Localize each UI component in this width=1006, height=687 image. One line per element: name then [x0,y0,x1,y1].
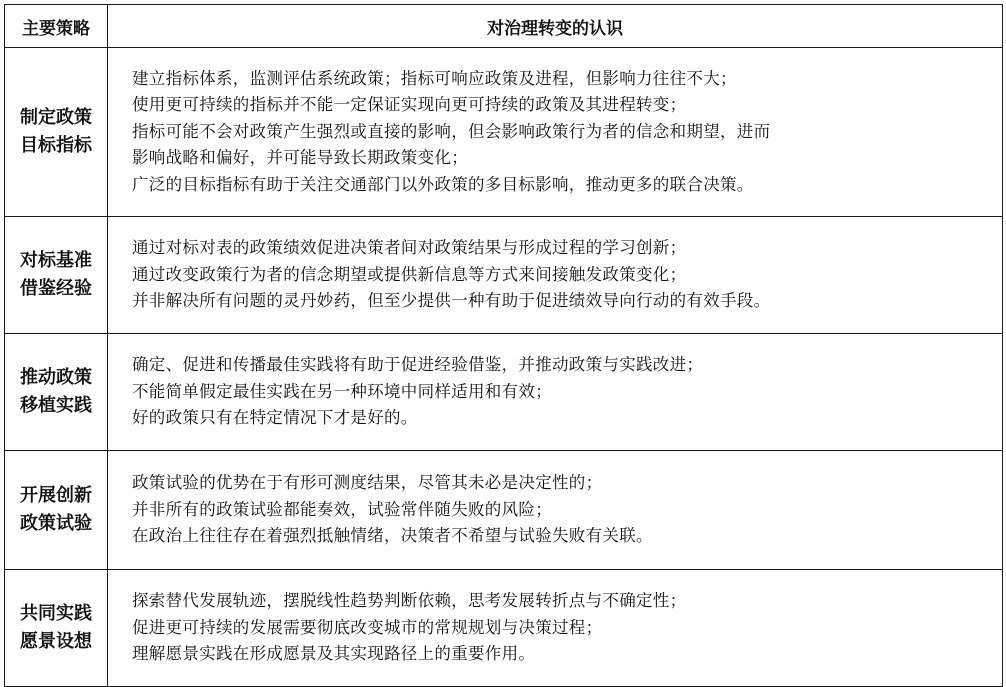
strategy-cell [5,570,108,687]
understanding-line: 指标可能不会对政策产生强烈或直接的影响，但会影响政策行为者的信念和期望，进而 [132,121,771,141]
strategy-label-line: 目标指标 [20,135,92,156]
strategy-cell [5,451,108,570]
understanding-line: 并非所有的政策试验都能奏效，试验常伴随失败的风险； [132,499,552,519]
understanding-line: 并非解决所有问题的灵丹妙药，但至少提供一种有助于促进绩效导向行动的有效手段。 [132,291,771,311]
understanding-cell [108,334,1003,451]
understanding-line: 理解愿景实践在形成愿景及其实现路径上的重要作用。 [132,644,536,664]
header-strategy: 主要策略 [5,5,108,48]
understanding-cell [108,451,1003,570]
understanding-cell [108,570,1003,687]
understanding-line: 通过对标对表的政策绩效促进决策者间对政策结果与形成过程的学习创新； [132,238,687,258]
understanding-line: 探索替代发展轨迹，摆脱线性趋势判断依赖，思考发展转折点与不确定性； [132,591,687,611]
strategy-cell [5,48,108,217]
understanding-line: 建立指标体系，监测评估系统政策；指标可响应政策及进程，但影响力往往不大； [132,68,737,88]
header-understanding: 对治理转变的认识 [108,5,1003,48]
strategy-label-line: 愿景设想 [20,631,92,652]
understanding-line: 在政治上往往存在着强烈抵触情绪，决策者不希望与试验失败有关联。 [132,526,653,546]
understanding-line: 通过改变政策行为者的信念期望或提供新信息等方式来间接触发政策变化； [132,264,687,284]
strategy-label-line: 开展创新 [20,485,92,506]
understanding-line: 促进更可持续的发展需要彻底改变城市的常规规划与决策过程； [132,617,603,637]
strategy-cell [5,217,108,334]
understanding-line: 确定、促进和传播最佳实践将有助于促进经验借鉴，并推动政策与实践改进； [132,355,704,375]
strategy-label-line: 制定政策 [20,107,92,128]
strategy-label-line: 对标基准 [20,250,92,271]
strategy-cell [5,334,108,451]
strategy-label-line: 政策试验 [20,513,92,534]
understanding-line: 影响战略和偏好，并可能导致长期政策变化； [132,148,468,168]
understanding-line: 广泛的目标指标有助于关注交通部门以外政策的多目标影响，推动更多的联合决策。 [132,174,754,194]
strategy-label-line: 借鉴经验 [20,278,92,299]
table-row [5,451,1003,570]
table-row [5,217,1003,334]
table-row [5,334,1003,451]
table-row [5,570,1003,687]
understanding-line: 使用更可持续的指标并不能一定保证实现向更可持续的政策及其进程转变； [132,95,687,115]
understanding-cell [108,48,1003,217]
strategy-label-line: 移植实践 [20,395,92,416]
understanding-line: 政策试验的优势在于有形可测度结果，尽管其未必是决定性的； [132,473,603,493]
understanding-cell [108,217,1003,334]
strategy-table [4,4,1003,687]
understanding-line: 不能简单假定最佳实践在另一种环境中同样适用和有效； [132,381,552,401]
strategy-label-line: 共同实践 [20,603,92,624]
understanding-line: 好的政策只有在特定情况下才是好的。 [132,408,418,428]
header-row [5,5,1003,48]
table-row [5,48,1003,217]
strategy-label-line: 推动政策 [20,367,92,388]
